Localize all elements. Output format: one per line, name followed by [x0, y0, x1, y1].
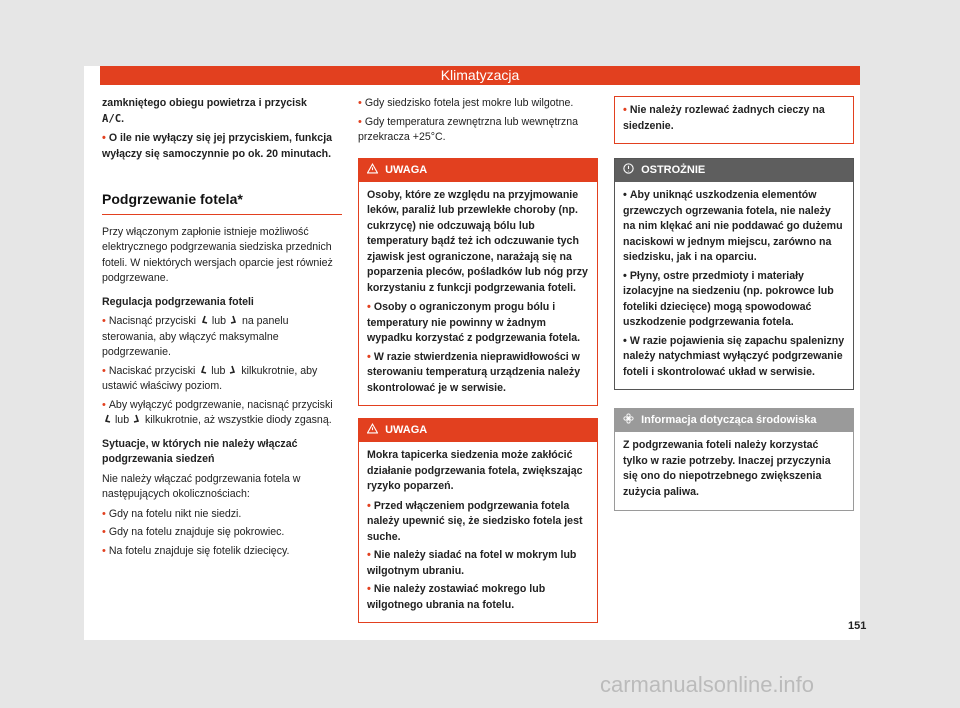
list-item: • O ile nie wyłączy się jej przyciskiem, funkcja wyłączy się samoczynnie po ok. 20 minutach. [102, 132, 333, 160]
caution-body [615, 182, 853, 389]
bullet-icon: • [102, 364, 106, 377]
info-circle-icon [623, 163, 634, 174]
bullet-icon: • [102, 544, 106, 557]
environment-header: Informacja dotycząca środowiska [615, 409, 853, 432]
bullet-icon: • [623, 104, 627, 116]
watermark: carmanualsonline.info [600, 672, 815, 697]
subheading-situations: Sytuacje, w których nie należy włączać podgrzewania siedzeń [102, 437, 298, 465]
list-item: • Gdy temperatura zewnętrzna lub wewnętrzna przekracza +25°C. [358, 115, 579, 143]
list-item: • Osoby o ograniczonym progu bólu i temperatury nie powinny w żadnym wypadku korzystać z podgrzewania fotela. [367, 301, 581, 344]
bullet-icon: • [367, 549, 371, 561]
top-paragraph: zamkniętego obiegu powietrza i przycisk A/C. [102, 97, 307, 125]
bullet-icon: • [623, 334, 627, 347]
list-item: • Naciskać przyciski lub kilkukrotnie, aby ustawić właściwy poziom. [102, 364, 318, 392]
bullet-icon: • [102, 507, 106, 520]
list-item: • Nie należy rozlewać żadnych cieczy na siedzenie. [623, 104, 825, 132]
caution-box [614, 158, 854, 390]
bullet-icon: • [358, 115, 362, 128]
bullet-icon: • [358, 97, 362, 109]
warning-body [359, 182, 597, 406]
list-item: • Gdy na fotelu nikt nie siedzi. [102, 507, 242, 520]
environment-box [614, 408, 854, 511]
bullet-icon: • [367, 301, 371, 313]
list-item: • Przed włączeniem podgrzewania fotela należy upewnić się, że siedzisko fotela jest suche. [367, 499, 583, 543]
warning-text: Mokra tapicerka siedzenia może zakłócić działanie podgrzewania fotela, zwiększając ryzyko poparzeń. [367, 449, 583, 492]
continued-warning-box [614, 96, 854, 144]
seat-heating-left-icon [199, 315, 209, 325]
bullet-icon: • [623, 269, 627, 282]
warning-box-1 [358, 158, 598, 407]
situations-paragraph: Nie należy włączać podgrzewania fotela w następujących okolicznościach: [102, 472, 301, 500]
bullet-icon: • [367, 583, 371, 595]
list-item: • Płyny, ostre przedmioty i materiały izolacyjne na siedzeniu (np. pokrowce lub foteliki dziecięce) mogą spowodować uszkodzenie podgrzewania fotela. [623, 269, 834, 328]
intro-paragraph: Przy włączonym zapłonie istnieje możliwość elektrycznego podgrzewania siedziska przednich foteli. W niektórych wersjach oparcie jest również podgrzewane. [102, 225, 333, 284]
list-item: • Nacisnąć przyciski lub na panelu sterowania, aby włączyć maksymalne podgrzewanie. [102, 315, 289, 358]
list-item: • Gdy siedzisko fotela jest mokre lub wilgotne. [358, 97, 574, 109]
page-number: 151 [848, 620, 867, 632]
bullet-icon: • [102, 526, 106, 538]
list-item: • Nie należy zostawiać mokrego lub wilgotnego ubrania na fotelu. [367, 583, 546, 611]
list-item: • Gdy na fotelu znajduje się pokrowiec. [102, 526, 285, 538]
bullet-icon: • [102, 315, 106, 327]
warning-header: UWAGA [359, 159, 597, 182]
column-3 [614, 96, 854, 511]
bullet-icon: • [367, 350, 371, 363]
bullet-icon: • [102, 132, 106, 144]
caution-header: OSTROŻNIE [615, 159, 853, 182]
flower-icon [623, 413, 634, 424]
seat-heating-left-icon [102, 414, 112, 424]
environment-body [615, 432, 853, 510]
seat-heating-left-icon [198, 365, 208, 375]
warning-triangle-icon [367, 423, 378, 434]
bullet-icon: • [102, 398, 106, 411]
section-title: Podgrzewanie fotela* [102, 192, 342, 215]
list-item: • Nie należy siadać na fotel w mokrym lub wilgotnym ubraniu. [367, 549, 577, 577]
column-1 [102, 96, 342, 562]
bullet-icon: • [367, 499, 371, 512]
warning-header: UWAGA [359, 419, 597, 442]
bullet-icon: • [623, 189, 627, 201]
seat-heating-right-icon [132, 414, 142, 424]
list-item: • Aby wyłączyć podgrzewanie, nacisnąć przyciski lub kilkukrotnie, aż wszystkie diody zgasną. [102, 398, 333, 426]
subheading-regulation: Regulacja podgrzewania foteli [102, 295, 254, 308]
warning-body [359, 442, 597, 622]
list-item: • W razie stwierdzenia nieprawidłowości w sterowaniu temperaturą urządzenia należy skontrolować je w serwisie. [367, 350, 581, 394]
warning-triangle-icon [367, 163, 378, 174]
seat-heating-right-icon [228, 365, 238, 375]
warning-body [615, 97, 853, 143]
environment-text: Z podgrzewania foteli należy korzystać tylko w razie potrzeby. Inaczej przyczynia się ono do niepotrzebnego zwiększenia zużycia paliwa. [623, 439, 831, 498]
column-2 [358, 96, 598, 623]
warning-text: Osoby, które ze względu na przyjmowanie leków, paraliż lub przewlekłe choroby (np. cukrzycę) nie odczuwają bólu lub temperatury bądź też ich odczuwanie tych zjawisk jest ograniczone, narażają się na poparzenia pleców, pośladków lub nóg przy korzystaniu z funkcji podgrzewania foteli. [367, 188, 588, 294]
seat-heating-right-icon [229, 315, 239, 325]
warning-box-2 [358, 418, 598, 623]
list-item: • Aby uniknąć uszkodzenia elementów grzewczych ogrzewania fotela, nie należy na nim klękać ani nie poddawać go dużemu naciskowi w jednym miejscu, zarówno na siedzisku, jak i na oparciu. [623, 189, 843, 263]
list-item: • Na fotelu znajduje się fotelik dziecięcy. [102, 544, 290, 557]
page-header: Klimatyzacja [100, 66, 860, 85]
list-item: • W razie pojawienia się zapachu spalenizny należy natychmiast wyłączyć podgrzewanie foteli i skontrolować układ w serwisie. [623, 334, 845, 378]
ac-button-label: A/C [102, 112, 122, 125]
